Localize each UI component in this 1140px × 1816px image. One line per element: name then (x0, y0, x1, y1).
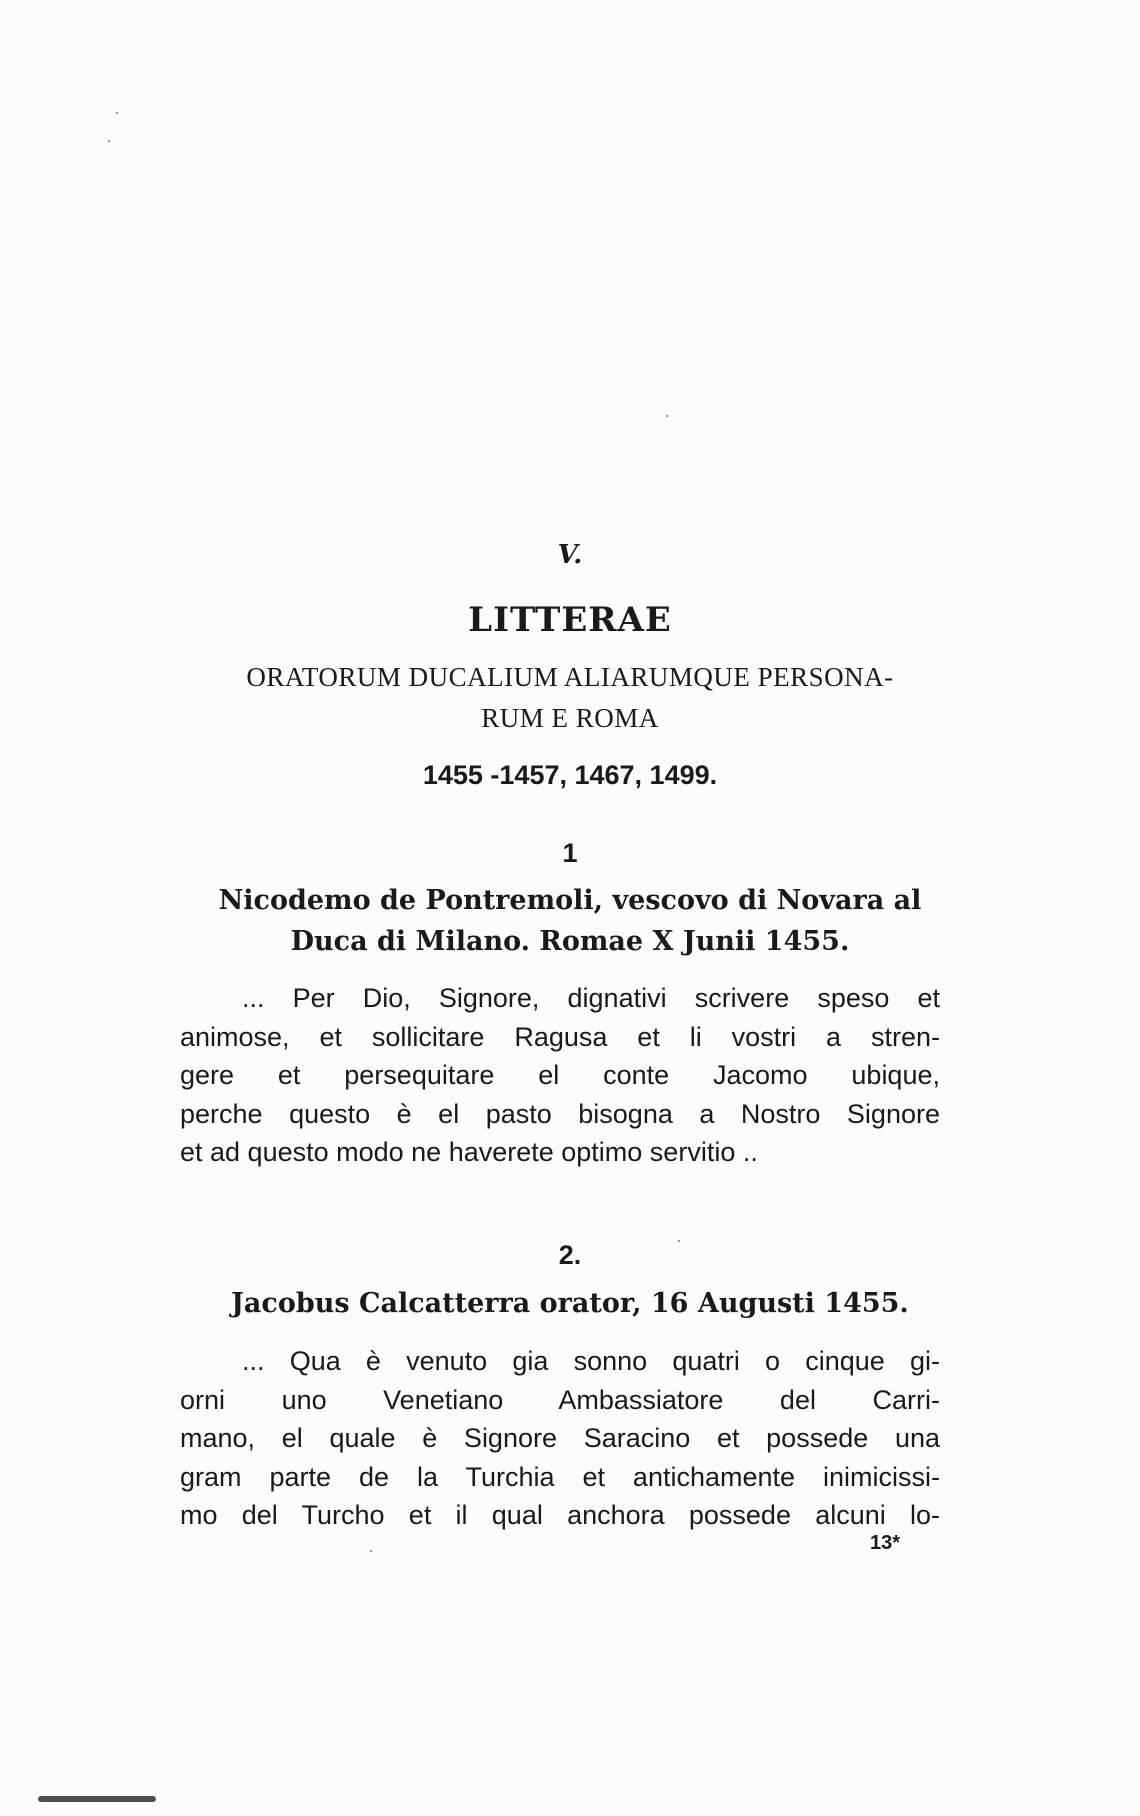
part-number: V. (557, 540, 583, 570)
text-line: mano, el quale è Signore Saracino et possede una (180, 1423, 940, 1453)
speck (666, 415, 668, 417)
entry-heading: Nicodemo de Pontremoli, vescovo di Novara al (218, 885, 922, 916)
text-line: gram parte de la Turchia et antichamente inimicissi- (180, 1461, 940, 1492)
subtitle-line: ORATORUM DUCALIUM ALIARUMQUE PERSONA- (246, 662, 894, 692)
text-line: ... Qua è venuto gia sonno quatri o cinque gi- (242, 1346, 940, 1376)
signature-mark: 13* (870, 1532, 901, 1554)
text-line: gere et persequitare el conte Jacomo ubique, (180, 1060, 940, 1090)
text-line: et ad questo modo ne haverete optimo servitio .. (180, 1137, 758, 1167)
entry-heading: Jacobus Calcatterra orator, 16 Augusti 1455. (231, 1288, 909, 1319)
entry-number: 2. (558, 1240, 582, 1270)
speck (108, 140, 110, 142)
section-heading: LITTERAE (468, 600, 672, 640)
text-line: orni uno Venetiano Ambassiatore del Carri- (180, 1384, 940, 1415)
text-line: mo del Turcho et il qual anchora possede alcuni lo- (180, 1500, 940, 1530)
entry-body (180, 979, 940, 1172)
text-line: perche questo è el pasto bisogna a Nostro Signore (180, 1098, 940, 1129)
text-line: ... Per Dio, Signore, dignativi scrivere speso et (242, 983, 940, 1013)
entry-heading: Duca di Milano. Romae X Junii 1455. (290, 926, 850, 957)
ink-smudge (38, 1796, 156, 1802)
entry-number: 1 (562, 838, 578, 868)
entry-body (180, 1342, 940, 1535)
speck (370, 1550, 372, 1552)
date-range: 1455 -1457, 1467, 1499. (422, 760, 718, 790)
text-line: animose, et sollicitare Ragusa et li vostri a stren- (180, 1021, 940, 1052)
speck (116, 112, 118, 114)
subtitle-line: RUM E ROMA (481, 703, 659, 733)
